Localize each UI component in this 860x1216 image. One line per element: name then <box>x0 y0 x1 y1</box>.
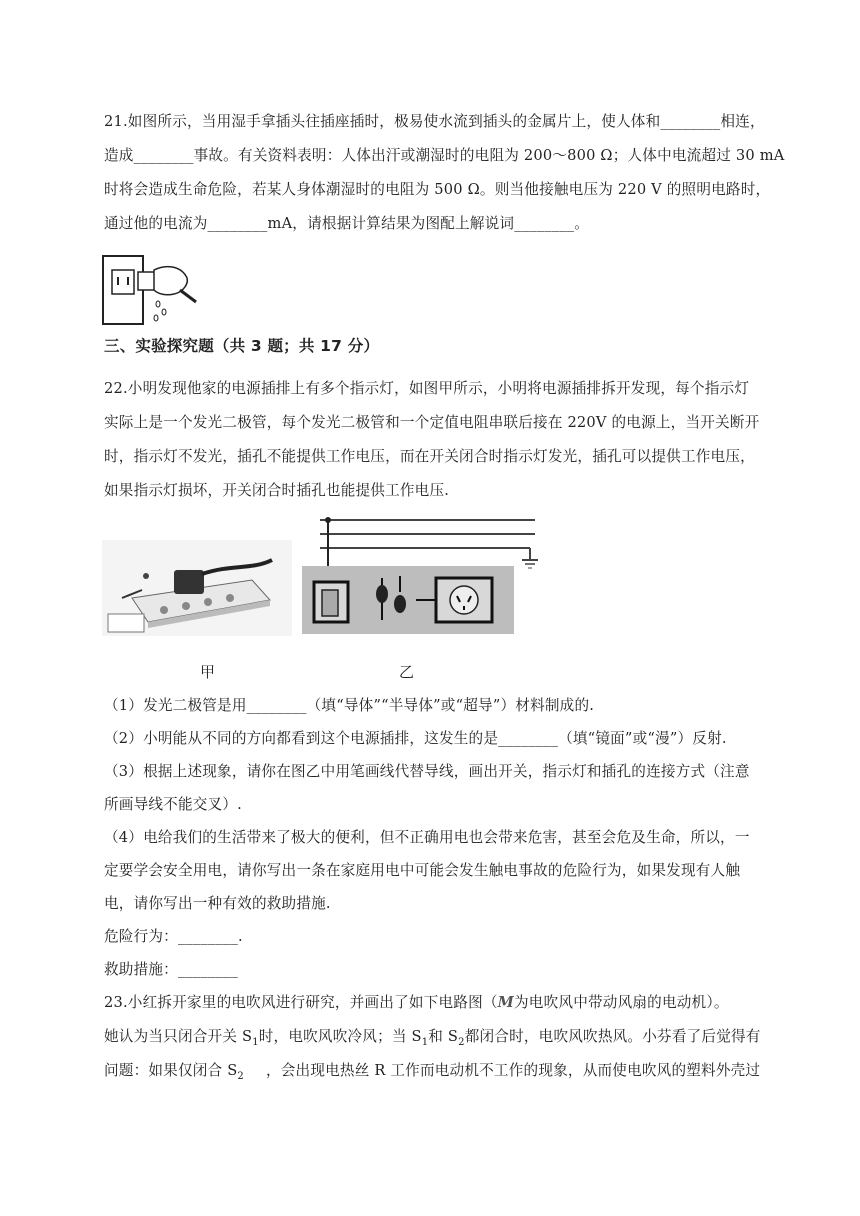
q22-line-1: 22.小明发现他家的电源插排上有多个指示灯，如图甲所示，小明将电源插排拆开发现，每个指示灯 <box>104 380 750 397</box>
q22-danger-answer: 危险行为：________. <box>104 928 243 945</box>
motor-symbol: M <box>497 994 515 1011</box>
subscript: 1 <box>421 1036 429 1048</box>
q23-line-2-part-d: 都闭合时，电吹风吹热风。小芬看了后觉得有 <box>464 1028 761 1045</box>
figure-label-yi: 乙 <box>399 663 415 681</box>
q22-sub-4-line-3: 电，请你写出一种有效的救助措施. <box>104 895 331 912</box>
q23-line-3-part-b: ，会出现电热丝 R 工作而电动机不工作的现象，从而使电吹风的塑料外壳过 <box>265 1062 761 1079</box>
q22-sub-3-line-2: 所画导线不能交叉）. <box>104 796 242 813</box>
subscript: 2 <box>458 1036 465 1048</box>
q23-line-3 <box>104 1054 766 1094</box>
q22-sub-3-line-1: （3）根据上述现象，请你在图乙中用笔画线代替导线，画出开关，指示灯和插孔的连接方式（注意 <box>104 763 750 780</box>
q23-line-1-start: 23.小红拆开家里的电吹风进行研究，并画出了如下电路图（ <box>104 994 498 1011</box>
q23-line-1-end: 为电吹风中带动风扇的电动机）。 <box>514 994 729 1011</box>
q21-line-1: 21.如图所示，当用湿手拿插头往插座插时，极易使水流到插头的金属片上，使人体和________相连， <box>104 113 765 130</box>
q22-sub-4-line-1: （4）电给我们的生活带来了极大的便利，但不正确用电也会带来危害，甚至会危及生命，所以，一 <box>104 829 750 846</box>
subscript: 2 <box>237 1070 244 1082</box>
q21-line-2: 造成________事故。有关资料表明：人体出汗或潮湿时的电阻为 200～800 Ω；人体中电流超过 30 mA <box>104 147 785 164</box>
q22-sub-4-line-2: 定要学会安全用电，请你写出一条在家庭用电中可能会发生触电事故的危险行为，如果发现有人触 <box>104 862 741 879</box>
subscript: 1 <box>252 1036 259 1048</box>
wiring-diagram-figure <box>300 510 560 638</box>
q22-line-2: 实际上是一个发光二极管，每个发光二极管和一个定值电阻串联后接在 220V 的电源上，当开关断开 <box>104 414 760 431</box>
q22-sub-2: （2）小明能从不同的方向都看到这个电源插排，这发生的是________（填“镜面”或“漫”）反射. <box>104 730 727 747</box>
wet-hand-plug-figure <box>100 252 200 328</box>
q23-line-2-part-b: 时，电吹风吹冷风；当 S <box>258 1028 422 1045</box>
power-strip-figure <box>102 540 292 636</box>
q21-line-4: 通过他的电流为________mA，请根据计算结果为图配上解说词________。 <box>104 215 589 232</box>
q22-rescue-answer: 救助措施：________ <box>104 961 238 978</box>
q23-line-2-part-c: 和 S <box>428 1028 459 1045</box>
q22-line-3: 时，指示灯不发光，插孔不能提供工作电压，而在开关闭合时指示灯发光，插孔可以提供工作电压， <box>104 448 755 465</box>
q23-line-1 <box>104 986 766 1020</box>
q22-line-4: 如果指示灯损坏，开关闭合时插孔也能提供工作电压. <box>104 482 450 499</box>
q21-line-3: 时将会造成生命危险，若某人身体潮湿时的电阻为 500 Ω。则当他接触电压为 220 V 的照明电路时， <box>104 181 771 198</box>
q22-sub-1: （1）发光二极管是用________（填“导体”“半导体”或“超导”）材料制成的. <box>104 697 595 714</box>
q23-line-3-part-a: 问题：如果仅闭合 S <box>104 1062 238 1079</box>
figure-label-jia: 甲 <box>200 663 216 681</box>
section-3-title: 三、实验探究题（共 3 题；共 17 分） <box>104 337 380 355</box>
q23-line-2-part-a: 她认为当只闭合开关 S <box>104 1028 253 1045</box>
